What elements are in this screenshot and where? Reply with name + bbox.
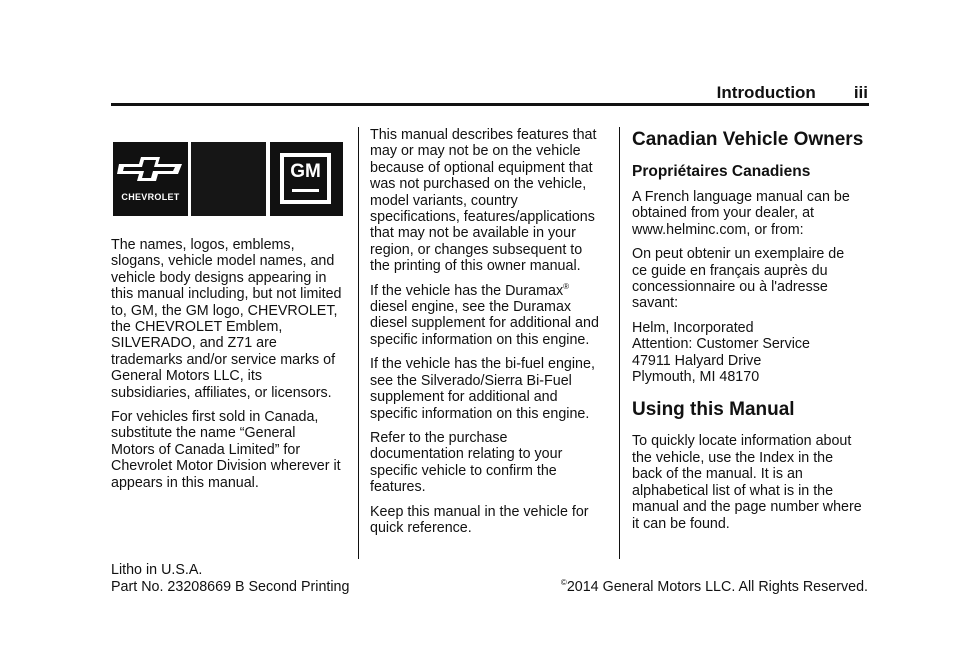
column-divider	[358, 127, 359, 559]
column-left	[111, 237, 351, 499]
purchase-doc-paragraph: Refer to the purchase documentation relating to your specific vehicle to confirm the features.	[370, 429, 563, 496]
gm-logo	[270, 142, 343, 216]
canada-name-paragraph: For vehicles first sold in Canada, substitute the name “General Motors of Canada Limited” for Chevrolet Motor Division wherever it appears in this manual.	[111, 409, 341, 491]
helm-address: Helm, Incorporated Attention: Customer Service 47911 Halyard Drive Plymouth, MI 48170	[632, 319, 810, 386]
french-manual-paragraph: A French language manual can be obtained from your dealer, at www.helminc.com, or from:	[632, 189, 850, 238]
index-paragraph: To quickly locate information about the vehicle, use the Index in the back of the manual. It is an alphabetical list of what is in the manual and the page number where it can be found.	[632, 433, 862, 532]
features-paragraph: This manual describes features that may or may not be on the vehicle because of optional equipment that was not purchased on the vehicle, model variants, country specifications, features/applications that may not be available in your region, or changes subsequent to the printing of this owner manual.	[370, 127, 597, 275]
french-paragraph: On peut obtenir un exemplaire de ce guide en français auprès du concessionnaire ou à l'adresse savant:	[632, 246, 845, 312]
keep-manual-paragraph: Keep this manual in the vehicle for quick reference.	[370, 503, 589, 536]
copyright: ©2014 General Motors LLC. All Rights Reserved.	[560, 578, 868, 595]
page-number: iii	[853, 83, 868, 102]
duramax-paragraph: If the vehicle has the Duramax® diesel engine, see the Duramax diesel supplement for additional and specific information on this engine.	[370, 281, 599, 348]
column-middle	[370, 127, 610, 544]
gm-wordmark: GM	[284, 157, 327, 200]
section-heading-canadian-owners: Canadian Vehicle Owners	[632, 129, 864, 150]
header-title: Introduction	[716, 83, 816, 102]
copyright-symbol: ©	[560, 578, 567, 588]
chevrolet-logo	[113, 142, 188, 216]
section-heading-using-manual: Using this Manual	[632, 399, 795, 421]
litho-text: Litho in U.S.A.	[111, 562, 203, 578]
subheading-proprietaires: Propriétaires Canadiens	[632, 163, 811, 180]
running-header	[717, 83, 868, 103]
chevrolet-wordmark: CHEVROLET	[121, 192, 180, 202]
header-rule	[111, 103, 869, 106]
registered-mark: ®	[563, 281, 570, 291]
bowtie-icon	[117, 154, 184, 184]
column-divider	[619, 127, 620, 559]
part-number: Part No. 23208669 B Second Printing	[111, 579, 350, 595]
column-right	[632, 127, 872, 540]
trademark-paragraph: The names, logos, emblems, slogans, vehicle model names, and vehicle body designs appearing in this manual including, but not limited to, GM, the GM logo, CHEVROLET, the CHEVROLET Emblem, SILVERADO, and Z71 are trademarks and/or service marks of General Motors LLC, its subsidiaries, affiliates, or licensors.	[111, 237, 342, 401]
bifuel-paragraph: If the vehicle has the bi-fuel engine, see the Silverado/Sierra Bi-Fuel supplement for additional and specific information on this engine.	[370, 356, 595, 422]
blank-logo-panel	[191, 142, 266, 216]
